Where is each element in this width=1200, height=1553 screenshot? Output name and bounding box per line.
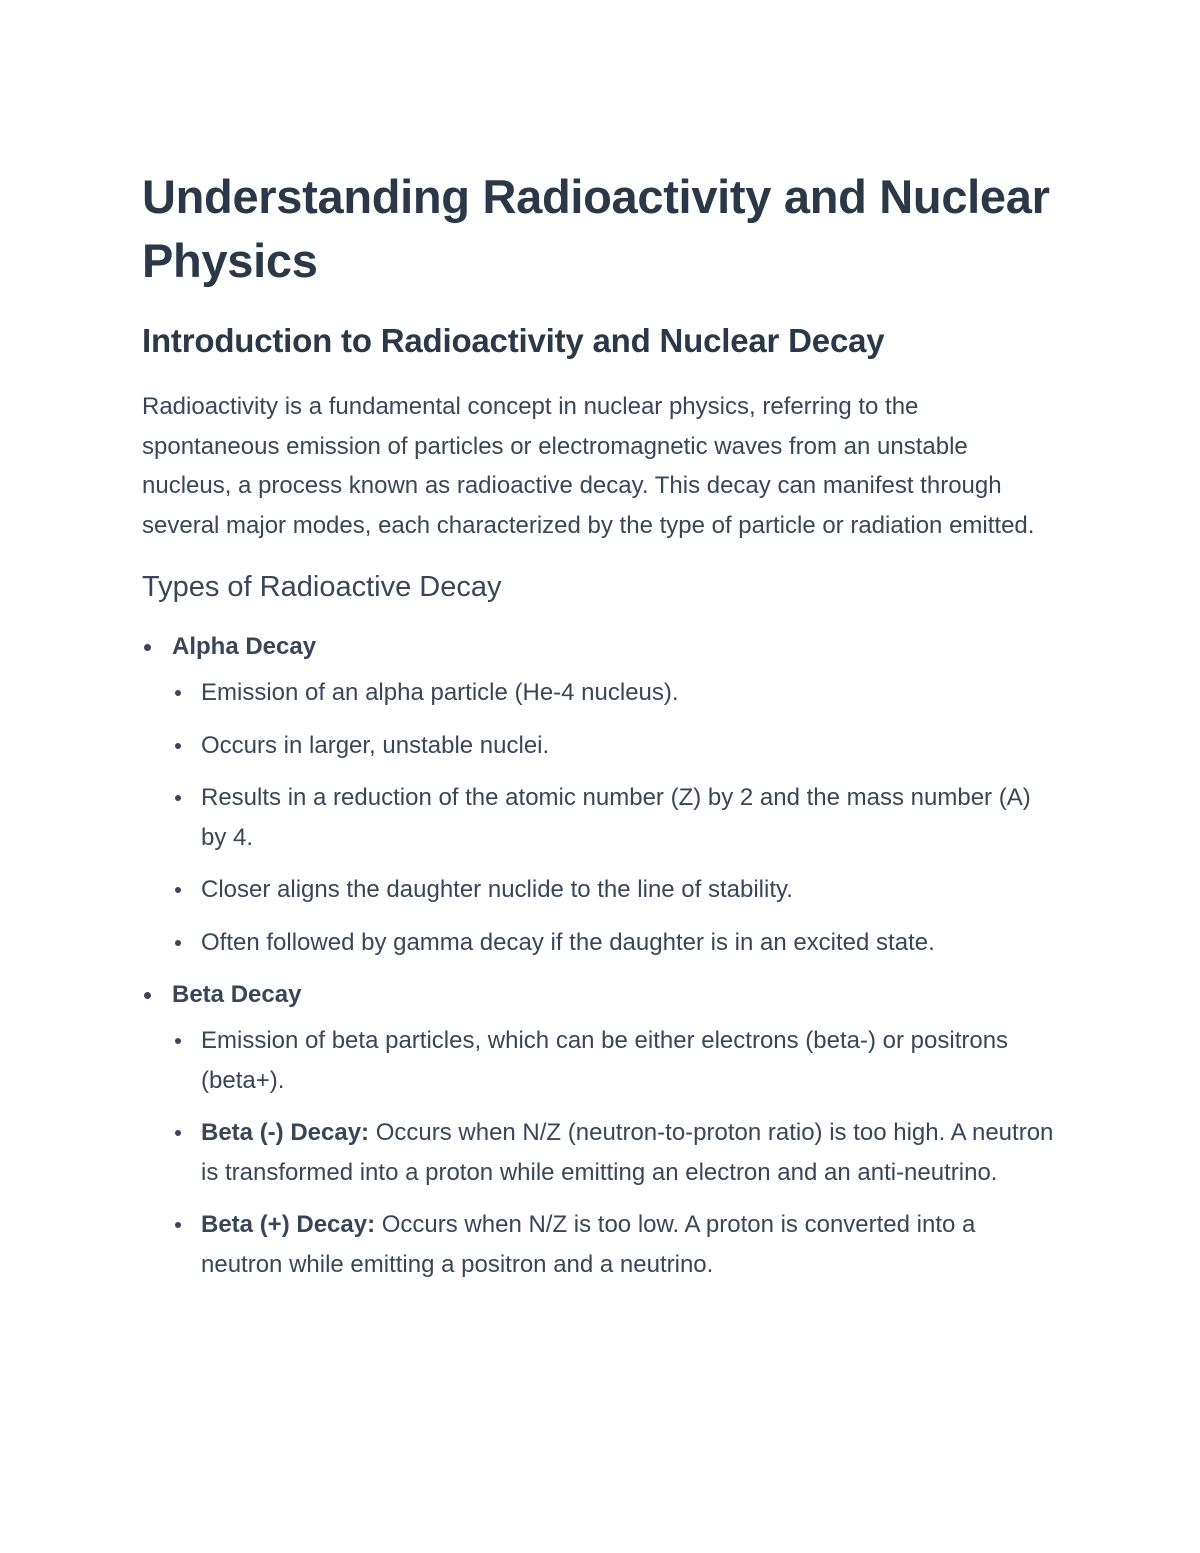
beta-point-1: Emission of beta particles, which can be either electrons (beta-) or positrons (beta+). <box>201 1027 1009 1094</box>
list-item <box>172 673 1062 713</box>
alpha-point-1: Emission of an alpha particle (He-4 nucleus). <box>201 679 679 706</box>
section-heading: Introduction to Radioactivity and Nuclear Decay <box>142 322 885 359</box>
alpha-decay-title: Alpha Decay <box>172 633 317 660</box>
beta-minus-text: Occurs when N/Z (neutron-to-proton ratio) is too high. A neutron is transformed into a proton while emitting an electron and an anti-neutrino. <box>201 1119 1054 1186</box>
list-item <box>172 870 1062 910</box>
bullet-icon <box>175 690 181 696</box>
bullet-icon <box>175 1130 181 1136</box>
document-title: Understanding Radioactivity and Nuclear Physics <box>142 170 1050 287</box>
bullet-icon <box>144 992 151 999</box>
list-item <box>172 1113 1062 1192</box>
list-item-beta-decay <box>142 975 1062 1284</box>
alpha-decay-points <box>172 673 1062 962</box>
alpha-point-2: Occurs in larger, unstable nuclei. <box>201 731 550 759</box>
bullet-icon <box>175 1222 181 1228</box>
beta-decay-title: Beta Decay <box>172 981 302 1008</box>
beta-plus-label: Beta (+) Decay: <box>201 1211 376 1238</box>
intro-paragraph: Radioactivity is a fundamental concept in nuclear physics, referring to the spontaneous emission of particles or electromagnetic waves from an unstable nucleus, a process known as radioactive decay. This decay can manifest through several major modes, each characterized by the type of particle or radiation emitted. <box>142 393 1035 539</box>
subsection-heading: Types of Radioactive Decay <box>142 571 502 603</box>
document-page <box>142 165 1062 1297</box>
bullet-icon <box>144 644 151 651</box>
list-item <box>172 778 1062 857</box>
bullet-icon <box>175 795 181 801</box>
beta-plus-text: Occurs when N/Z is too low. A proton is converted into a neutron while emitting a positron and a neutrino. <box>201 1211 976 1278</box>
decay-types-list <box>142 627 1062 1284</box>
bullet-icon <box>175 887 181 893</box>
list-item-alpha-decay <box>142 627 1062 962</box>
list-item <box>172 1205 1062 1284</box>
beta-decay-points <box>172 1021 1062 1284</box>
alpha-point-3: Results in a reduction of the atomic number (Z) by 2 and the mass number (A) by 4. <box>201 784 1031 851</box>
bullet-icon <box>175 743 181 749</box>
list-item <box>172 923 1062 963</box>
beta-minus-label: Beta (-) Decay: <box>201 1119 370 1146</box>
bullet-icon <box>175 940 181 946</box>
alpha-point-5: Often followed by gamma decay if the daughter is in an excited state. <box>201 928 935 956</box>
list-item <box>172 1021 1062 1100</box>
list-item <box>172 726 1062 766</box>
bullet-icon <box>175 1038 181 1044</box>
alpha-point-4: Closer aligns the daughter nuclide to the line of stability. <box>201 876 793 903</box>
